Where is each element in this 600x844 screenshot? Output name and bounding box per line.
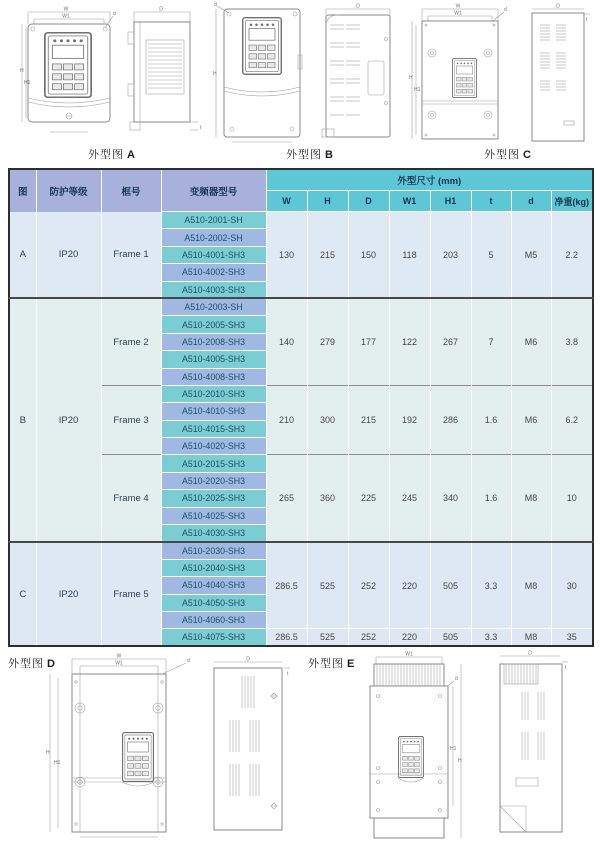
dim-value-cell: 505	[430, 542, 471, 629]
model-cell: A510-4010-SH3	[161, 403, 266, 420]
outline-drawing-b-front	[212, 3, 312, 143]
svg-text:d: d	[214, 2, 217, 8]
frame-cell: Frame 4	[101, 455, 161, 542]
svg-text:d: d	[455, 676, 458, 682]
dim-value-cell: 177	[348, 298, 389, 385]
dim-value-cell: 3.3	[471, 629, 511, 646]
caption-a-letter: A	[127, 149, 136, 161]
figure-cell: C	[9, 542, 36, 646]
dim-value-cell: M5	[511, 212, 551, 299]
dim-value-cell: 30	[551, 542, 593, 629]
col-header-dimensions-group: 外型尺寸 (mm)	[266, 169, 593, 191]
svg-text:t: t	[586, 17, 588, 23]
dim-value-cell: 130	[266, 212, 307, 299]
model-cell: A510-4008-SH3	[161, 368, 266, 385]
svg-text:t: t	[565, 665, 567, 671]
caption-e-letter: E	[347, 658, 356, 670]
model-cell: A510-2002-SH	[161, 229, 266, 246]
dim-value-cell: 122	[389, 298, 430, 385]
dim-value-cell: 140	[266, 298, 307, 385]
col-header-dim-d: D	[348, 191, 389, 212]
dim-value-cell: 286.5	[266, 629, 307, 646]
dim-value-cell: 286.5	[266, 542, 307, 629]
model-cell: A510-4001-SH3	[161, 246, 266, 263]
outline-drawing-b-side	[316, 3, 400, 143]
model-cell: A510-4002-SH3	[161, 264, 266, 281]
svg-text:H1: H1	[414, 87, 421, 93]
dim-value-cell: 7	[471, 298, 511, 385]
dim-value-cell: M6	[511, 385, 551, 455]
svg-text:W1: W1	[454, 10, 462, 17]
col-header-dim-w1: W1	[389, 191, 430, 212]
svg-text:H: H	[46, 750, 50, 756]
dim-value-cell: 1.6	[471, 455, 511, 542]
model-cell: A510-4025-SH3	[161, 507, 266, 524]
svg-text:H1: H1	[450, 746, 457, 752]
dimension-spec-table-wrap	[8, 168, 592, 645]
outline-drawing-d-front	[42, 652, 194, 840]
dim-value-cell: 245	[389, 455, 430, 542]
svg-text:H: H	[20, 68, 24, 74]
col-header-dim-h: H	[307, 191, 348, 212]
dim-value-cell: 525	[307, 542, 348, 629]
dim-value-cell: 340	[430, 455, 471, 542]
model-cell: A510-2005-SH3	[161, 316, 266, 333]
col-header-protection: 防护等级	[36, 169, 101, 212]
svg-text:H1: H1	[54, 760, 61, 766]
model-cell: A510-4050-SH3	[161, 594, 266, 611]
dim-value-cell: 10	[551, 455, 593, 542]
dim-value-cell: 215	[307, 212, 348, 299]
dim-value-cell: 1.6	[471, 385, 511, 455]
dim-value-cell: M8	[511, 455, 551, 542]
dim-value-cell: 220	[389, 629, 430, 646]
dim-value-cell: 267	[430, 298, 471, 385]
outline-drawing-e-front	[352, 650, 467, 842]
model-cell: A510-2025-SH3	[161, 490, 266, 507]
svg-text:d: d	[504, 7, 507, 13]
svg-text:W1: W1	[62, 13, 70, 20]
dim-value-cell: 525	[307, 629, 348, 646]
svg-text:H: H	[409, 75, 413, 81]
dim-value-cell: 265	[266, 455, 307, 542]
col-header-dim-t: t	[471, 191, 511, 212]
model-cell: A510-4015-SH3	[161, 420, 266, 437]
drawing-caption-e	[308, 655, 355, 671]
dim-value-cell: 210	[266, 385, 307, 455]
svg-text:d: d	[113, 11, 116, 17]
svg-text:W: W	[116, 653, 122, 660]
drawing-caption-a	[88, 146, 136, 162]
caption-e-text: 外型图	[308, 658, 344, 670]
dim-value-cell: 505	[430, 629, 471, 646]
drawing-caption-b	[286, 146, 334, 162]
caption-b-text: 外型图	[286, 149, 322, 161]
dim-value-cell: 252	[348, 629, 389, 646]
model-cell: A510-2010-SH3	[161, 385, 266, 402]
dim-value-cell: 118	[389, 212, 430, 299]
model-cell: A510-4030-SH3	[161, 525, 266, 542]
svg-text:H: H	[458, 758, 462, 764]
frame-cell: Frame 3	[101, 385, 161, 455]
model-cell: A510-4075-SH3	[161, 629, 266, 646]
col-header-frame: 框号	[101, 169, 161, 212]
dimension-spec-table	[8, 168, 594, 647]
model-cell: A510-2001-SH	[161, 212, 266, 229]
figure-cell: A	[9, 212, 36, 299]
dim-value-cell: 150	[348, 212, 389, 299]
svg-text:D: D	[528, 650, 532, 657]
outline-drawing-d-side	[202, 656, 294, 838]
model-cell: A510-4005-SH3	[161, 351, 266, 368]
svg-text:W: W	[455, 3, 461, 10]
dim-value-cell: 220	[389, 542, 430, 629]
model-cell: A510-2015-SH3	[161, 455, 266, 472]
caption-a-text: 外型图	[88, 149, 124, 161]
model-cell: A510-2020-SH3	[161, 472, 266, 489]
svg-text:H: H	[213, 71, 217, 77]
dim-value-cell: 286	[430, 385, 471, 455]
dim-value-cell: 192	[389, 385, 430, 455]
caption-c-letter: C	[523, 149, 532, 161]
col-header-figure: 图	[9, 169, 36, 212]
outline-drawing-e-side	[490, 650, 575, 842]
dim-value-cell: M8	[511, 542, 551, 629]
col-header-dim-d: d	[511, 191, 551, 212]
model-cell: A510-4020-SH3	[161, 438, 266, 455]
col-header-dim-w: W	[266, 191, 307, 212]
dim-value-cell: 215	[348, 385, 389, 455]
model-cell: A510-2003-SH	[161, 298, 266, 315]
protection-cell: IP20	[36, 212, 101, 299]
outline-drawing-c-side	[524, 3, 592, 145]
caption-d-letter: D	[47, 658, 56, 670]
dim-value-cell: M8	[511, 629, 551, 646]
dim-value-cell: 225	[348, 455, 389, 542]
model-cell: A510-2030-SH3	[161, 542, 266, 559]
svg-text:W: W	[63, 6, 69, 13]
svg-text:D: D	[356, 3, 360, 10]
caption-b-letter: B	[325, 149, 334, 161]
protection-cell: IP20	[36, 542, 101, 646]
svg-text:D: D	[159, 6, 163, 13]
col-header-dim-kg: 净重(kg)	[551, 191, 593, 212]
model-cell: A510-4040-SH3	[161, 577, 266, 594]
model-cell: A510-2008-SH3	[161, 333, 266, 350]
frame-cell: Frame 1	[101, 212, 161, 299]
caption-c-text: 外型图	[484, 149, 520, 161]
col-header-model: 变频器型号	[161, 169, 266, 212]
dim-value-cell: 35	[551, 629, 593, 646]
dim-value-cell: 279	[307, 298, 348, 385]
dim-value-cell: 360	[307, 455, 348, 542]
dim-value-cell: 300	[307, 385, 348, 455]
svg-text:H1: H1	[24, 80, 31, 86]
svg-text:D: D	[246, 656, 250, 663]
dim-value-cell: 5	[471, 212, 511, 299]
dim-value-cell: 2.2	[551, 212, 593, 299]
spec-row	[9, 212, 593, 229]
figure-cell: B	[9, 298, 36, 541]
dim-value-cell: 3.8	[551, 298, 593, 385]
model-cell: A510-2040-SH3	[161, 559, 266, 576]
svg-text:d: d	[187, 658, 190, 664]
spec-row	[9, 298, 593, 315]
svg-text:D: D	[556, 3, 560, 10]
dim-value-cell: 203	[430, 212, 471, 299]
outline-drawing-c-front	[408, 3, 510, 145]
frame-cell: Frame 5	[101, 542, 161, 646]
model-cell: A510-4060-SH3	[161, 611, 266, 628]
svg-text:t: t	[287, 671, 289, 677]
drawing-caption-c	[484, 146, 532, 162]
dim-value-cell: 252	[348, 542, 389, 629]
outline-drawing-a-front	[20, 6, 116, 138]
protection-cell: IP20	[36, 298, 101, 541]
svg-text:W1: W1	[405, 651, 413, 658]
dim-value-cell: 6.2	[551, 385, 593, 455]
caption-d-text: 外型图	[8, 658, 44, 670]
svg-text:W1: W1	[115, 660, 123, 667]
frame-cell: Frame 2	[101, 298, 161, 385]
spec-row	[9, 542, 593, 559]
model-cell: A510-4003-SH3	[161, 281, 266, 298]
dim-value-cell: 3.3	[471, 542, 511, 629]
col-header-dim-h1: H1	[430, 191, 471, 212]
outline-drawing-a-side	[118, 6, 206, 138]
svg-text:t: t	[200, 125, 202, 131]
dim-value-cell: M6	[511, 298, 551, 385]
